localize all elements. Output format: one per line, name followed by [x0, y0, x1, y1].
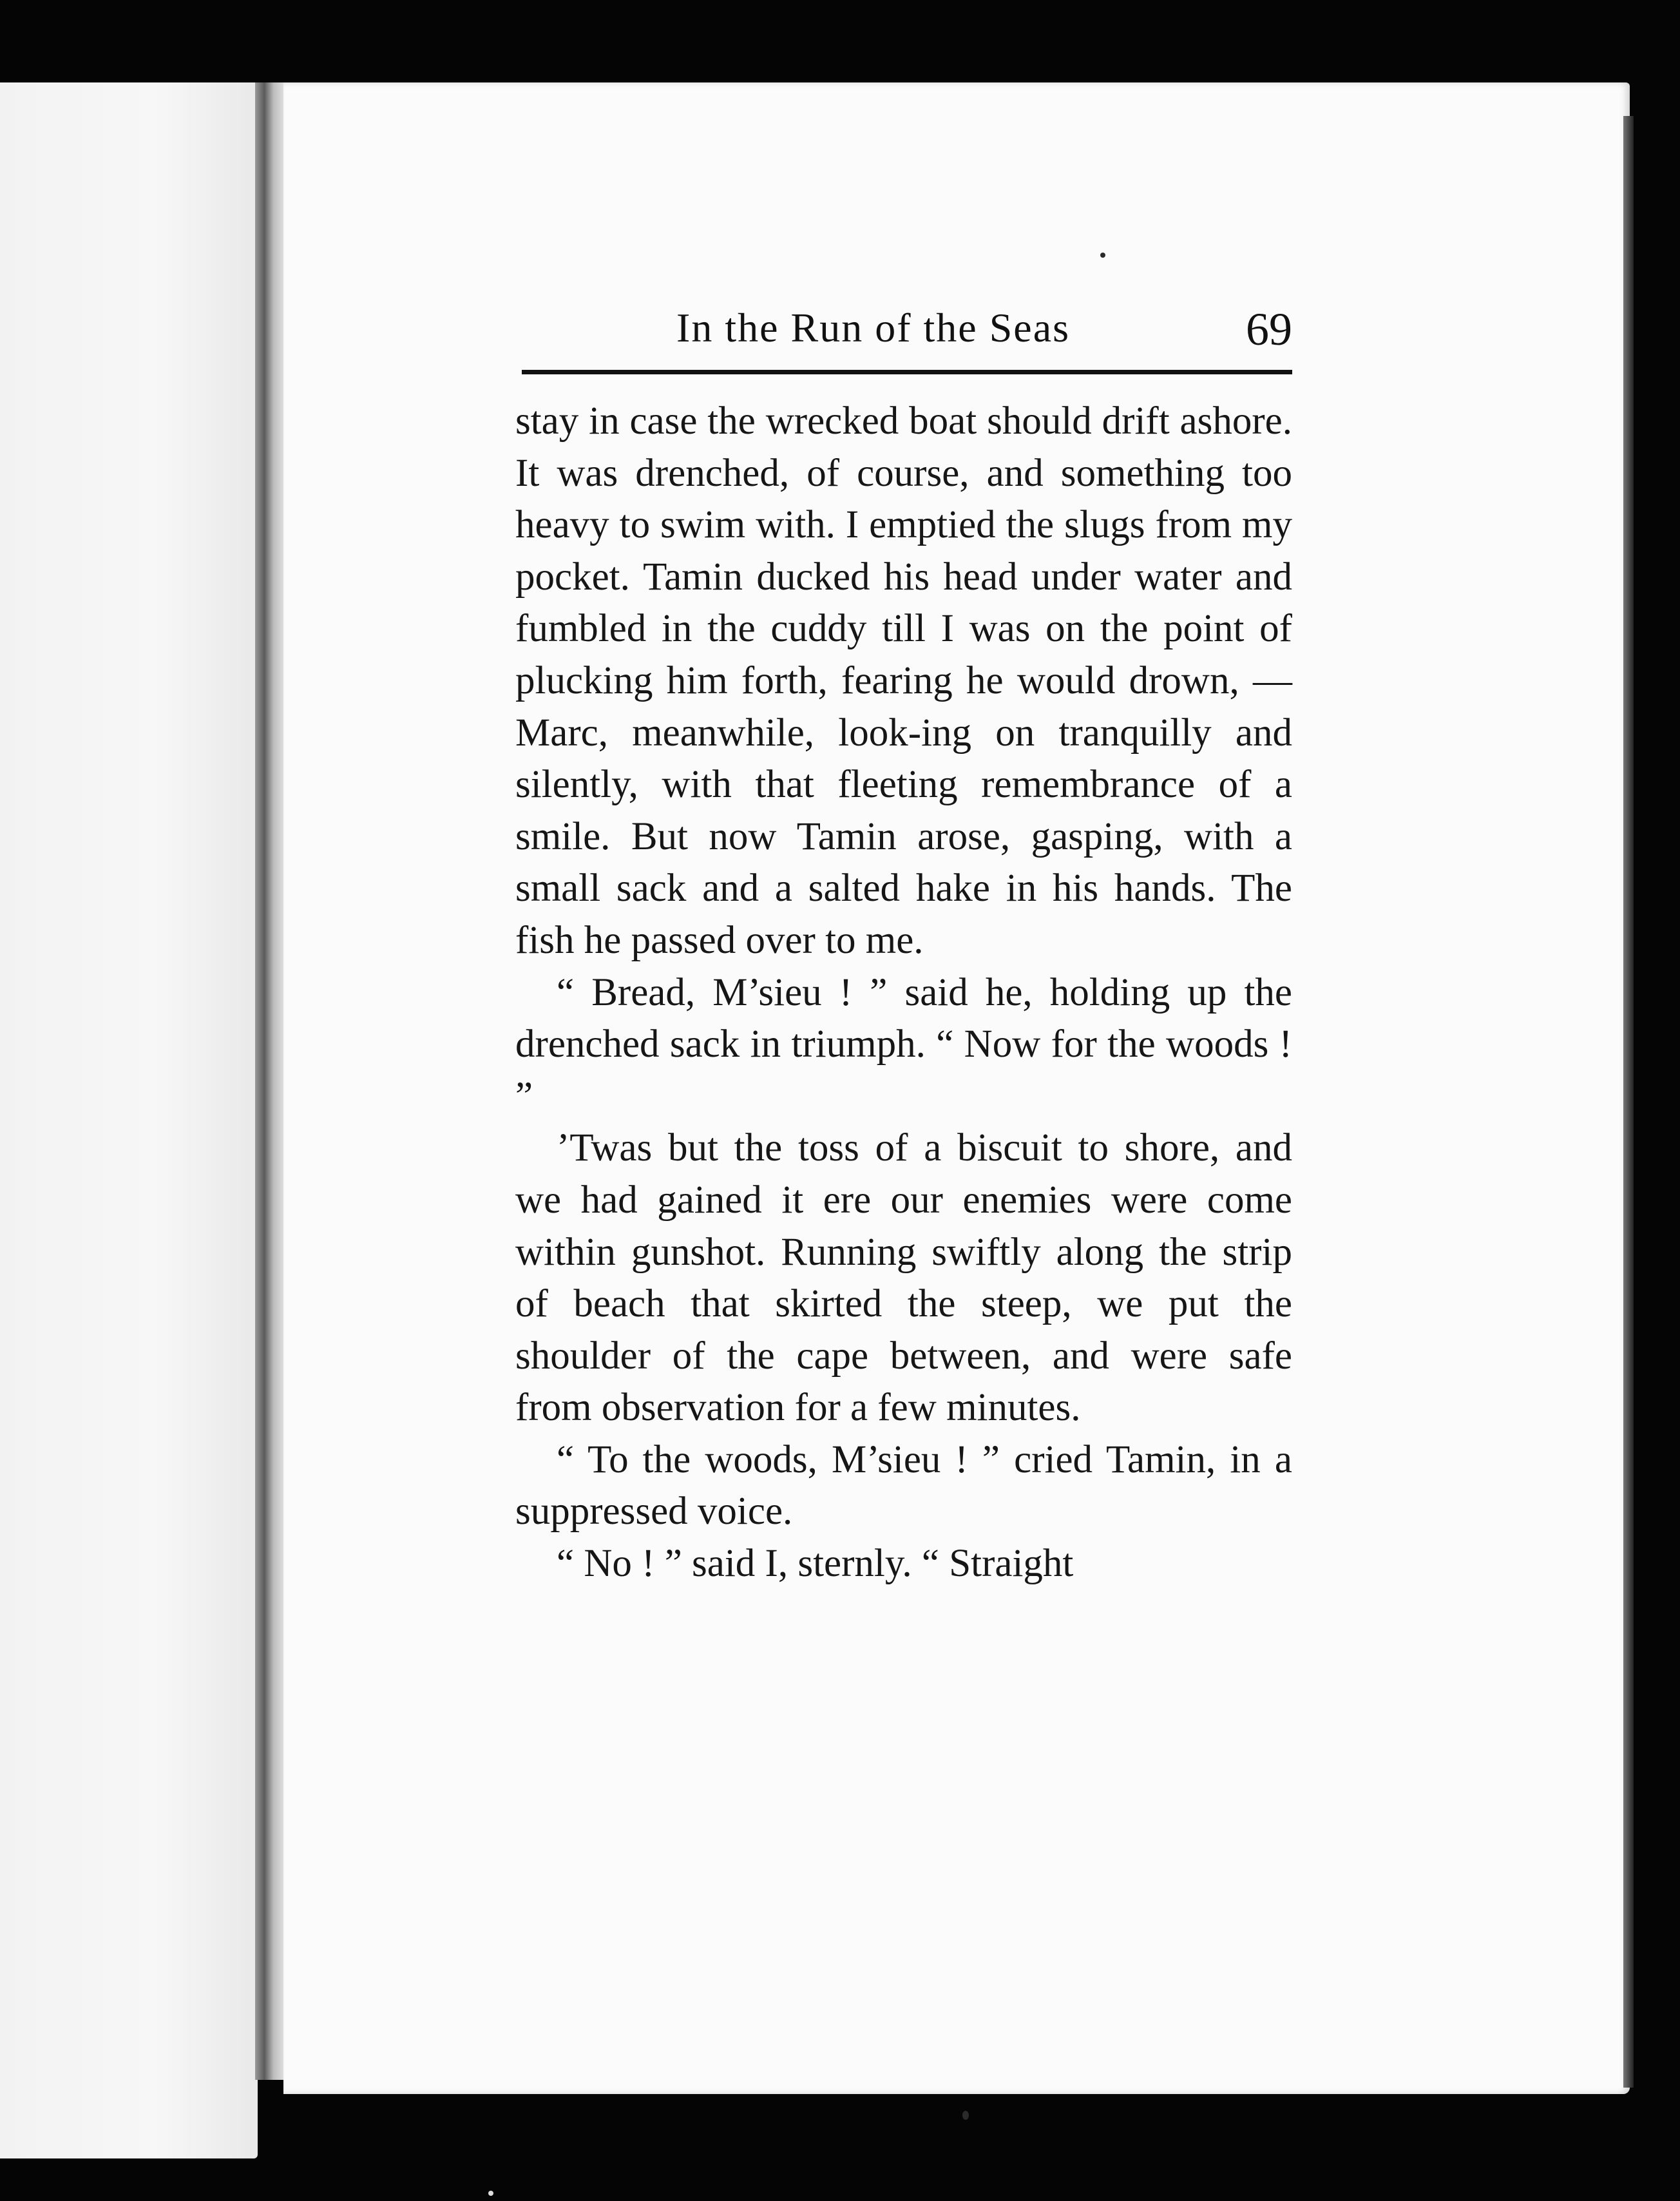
- scan-speck: [488, 2191, 493, 2196]
- paragraph: “ No ! ” said I, sternly. “ Straight: [557, 1542, 1074, 1586]
- body-text: [515, 396, 1292, 1590]
- paragraph: “ To the woods, M’sieu ! ” cried Tamin, in a suppressed voice.: [515, 1437, 1292, 1533]
- running-head: [522, 303, 1292, 365]
- paragraph: ’Twas but the toss of a biscuit to shore, and we had gained it ere our enemies were come within gunshot. Running swiftly along the strip of beach that skirted the steep, we put the shoulder of the cape between, and were safe from observation for a few minutes.: [515, 1126, 1292, 1430]
- running-title: In the Run of the Seas: [676, 305, 1070, 351]
- left-page: [0, 82, 258, 2158]
- scan-speck: [1100, 253, 1105, 258]
- header-rule: [522, 370, 1292, 374]
- paragraph: “ Bread, M’sieu ! ” said he, holding up the drenched sack in triumph. “ Now for the woods ! ”: [515, 970, 1292, 1118]
- scan-speck: [962, 2111, 969, 2120]
- page-edge: [1623, 116, 1634, 2088]
- book-gutter: [255, 82, 286, 2080]
- paragraph: stay in case the wrecked boat should drift ashore. It was drenched, of course, and something too heavy to swim with. I emptied the slugs from my pocket. Tamin ducked his head under water and fumbled in the cuddy till I was on the point of plucking him forth, fearing he would drown, — Marc, meanwhile, look-ing on tranquilly and silently, with that fleeting remembrance of a smile. But now Tamin arose, gasping, with a small sack and a salted hake in his hands. The fish he passed over to me.: [515, 399, 1292, 962]
- page-number: 69: [1246, 303, 1292, 355]
